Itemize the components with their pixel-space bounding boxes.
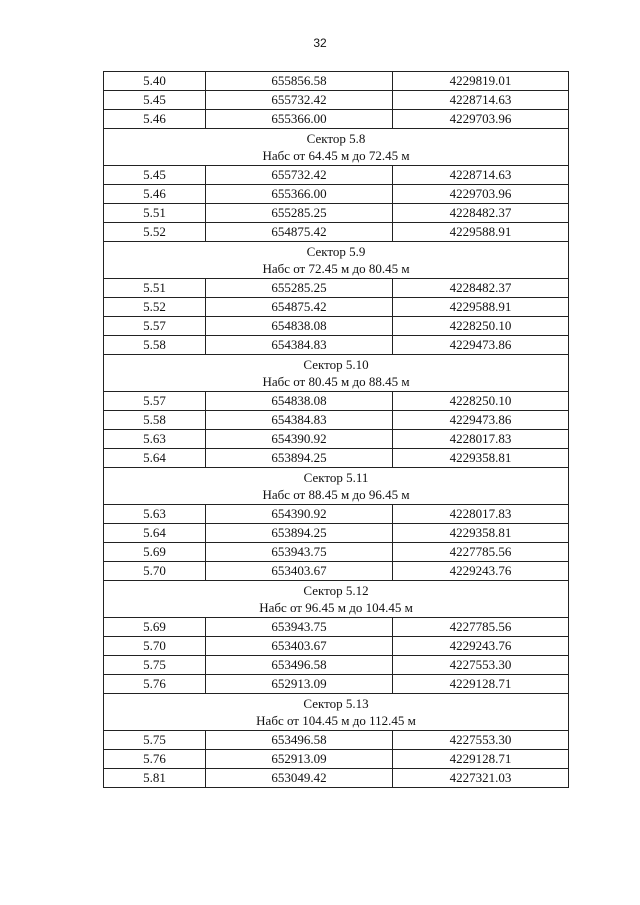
y-coordinate-cell: 4228250.10 — [393, 392, 569, 411]
table-row — [104, 430, 569, 449]
coordinates-table-body — [104, 72, 569, 788]
table-row — [104, 411, 569, 430]
y-coordinate-cell: 4229358.81 — [393, 449, 569, 468]
x-coordinate-cell: 654875.42 — [206, 298, 393, 317]
table-row — [104, 392, 569, 411]
table-row — [104, 731, 569, 750]
y-coordinate-cell: 4227553.30 — [393, 656, 569, 675]
sector-header-row — [104, 242, 569, 279]
x-coordinate-cell: 652913.09 — [206, 750, 393, 769]
point-number-cell: 5.52 — [104, 223, 206, 242]
y-coordinate-cell: 4229588.91 — [393, 223, 569, 242]
sector-header-cell — [104, 581, 569, 618]
sector-header-row — [104, 694, 569, 731]
x-coordinate-cell: 655285.25 — [206, 204, 393, 223]
point-number-cell: 5.76 — [104, 750, 206, 769]
point-number-cell: 5.40 — [104, 72, 206, 91]
table-row — [104, 317, 569, 336]
point-number-cell: 5.69 — [104, 543, 206, 562]
x-coordinate-cell: 654875.42 — [206, 223, 393, 242]
point-number-cell: 5.57 — [104, 392, 206, 411]
x-coordinate-cell: 654384.83 — [206, 411, 393, 430]
sector-header-row — [104, 129, 569, 166]
table-row — [104, 110, 569, 129]
page-number: 32 — [313, 36, 327, 50]
x-coordinate-cell: 653403.67 — [206, 637, 393, 656]
y-coordinate-cell: 4228482.37 — [393, 279, 569, 298]
point-number-cell: 5.70 — [104, 637, 206, 656]
x-coordinate-cell: 655366.00 — [206, 185, 393, 204]
table-row — [104, 675, 569, 694]
y-coordinate-cell: 4228714.63 — [393, 91, 569, 110]
x-coordinate-cell: 655285.25 — [206, 279, 393, 298]
sector-height-range: Набс от 72.45 м до 80.45 м — [262, 261, 410, 276]
sector-height-range: Набс от 88.45 м до 96.45 м — [262, 487, 410, 502]
x-coordinate-cell: 653943.75 — [206, 618, 393, 637]
sector-title: Сектор 5.10 — [303, 357, 369, 372]
table-row — [104, 656, 569, 675]
sector-header-row — [104, 468, 569, 505]
x-coordinate-cell: 653496.58 — [206, 656, 393, 675]
point-number-cell: 5.64 — [104, 524, 206, 543]
sector-title: Сектор 5.13 — [303, 696, 369, 711]
y-coordinate-cell: 4229819.01 — [393, 72, 569, 91]
sector-title: Сектор 5.11 — [303, 470, 369, 485]
point-number-cell: 5.45 — [104, 91, 206, 110]
y-coordinate-cell: 4227785.56 — [393, 618, 569, 637]
y-coordinate-cell: 4229473.86 — [393, 336, 569, 355]
y-coordinate-cell: 4228017.83 — [393, 505, 569, 524]
point-number-cell: 5.52 — [104, 298, 206, 317]
point-number-cell: 5.58 — [104, 411, 206, 430]
table-row — [104, 524, 569, 543]
y-coordinate-cell: 4229243.76 — [393, 637, 569, 656]
y-coordinate-cell: 4227785.56 — [393, 543, 569, 562]
x-coordinate-cell: 655732.42 — [206, 166, 393, 185]
table-row — [104, 91, 569, 110]
sector-header-cell — [104, 355, 569, 392]
sector-height-range: Набс от 104.45 м до 112.45 м — [256, 713, 416, 728]
x-coordinate-cell: 653894.25 — [206, 524, 393, 543]
table-row — [104, 204, 569, 223]
table-row — [104, 769, 569, 788]
y-coordinate-cell: 4228714.63 — [393, 166, 569, 185]
table-row — [104, 750, 569, 769]
point-number-cell: 5.51 — [104, 279, 206, 298]
y-coordinate-cell: 4229358.81 — [393, 524, 569, 543]
sector-header-row — [104, 355, 569, 392]
y-coordinate-cell: 4228250.10 — [393, 317, 569, 336]
table-row — [104, 336, 569, 355]
x-coordinate-cell: 653496.58 — [206, 731, 393, 750]
point-number-cell: 5.46 — [104, 185, 206, 204]
point-number-cell: 5.45 — [104, 166, 206, 185]
table-row — [104, 166, 569, 185]
sector-title: Сектор 5.8 — [306, 131, 366, 146]
point-number-cell: 5.76 — [104, 675, 206, 694]
x-coordinate-cell: 655366.00 — [206, 110, 393, 129]
point-number-cell: 5.63 — [104, 505, 206, 524]
sector-header-cell — [104, 468, 569, 505]
point-number-cell: 5.63 — [104, 430, 206, 449]
x-coordinate-cell: 654390.92 — [206, 430, 393, 449]
x-coordinate-cell: 654838.08 — [206, 392, 393, 411]
point-number-cell: 5.81 — [104, 769, 206, 788]
table-row — [104, 72, 569, 91]
sector-title: Сектор 5.12 — [303, 583, 369, 598]
point-number-cell: 5.75 — [104, 731, 206, 750]
y-coordinate-cell: 4229703.96 — [393, 110, 569, 129]
x-coordinate-cell: 654838.08 — [206, 317, 393, 336]
x-coordinate-cell: 655856.58 — [206, 72, 393, 91]
sector-header-cell — [104, 242, 569, 279]
x-coordinate-cell: 652913.09 — [206, 675, 393, 694]
y-coordinate-cell: 4227321.03 — [393, 769, 569, 788]
x-coordinate-cell: 653049.42 — [206, 769, 393, 788]
point-number-cell: 5.51 — [104, 204, 206, 223]
table-row — [104, 637, 569, 656]
point-number-cell: 5.58 — [104, 336, 206, 355]
y-coordinate-cell: 4228017.83 — [393, 430, 569, 449]
y-coordinate-cell: 4229473.86 — [393, 411, 569, 430]
x-coordinate-cell: 654384.83 — [206, 336, 393, 355]
table-row — [104, 543, 569, 562]
x-coordinate-cell: 654390.92 — [206, 505, 393, 524]
coordinates-table — [103, 71, 569, 788]
y-coordinate-cell: 4229128.71 — [393, 750, 569, 769]
table-row — [104, 449, 569, 468]
table-row — [104, 298, 569, 317]
sector-header-cell — [104, 694, 569, 731]
y-coordinate-cell: 4229588.91 — [393, 298, 569, 317]
y-coordinate-cell: 4229703.96 — [393, 185, 569, 204]
point-number-cell: 5.64 — [104, 449, 206, 468]
table-row — [104, 223, 569, 242]
x-coordinate-cell: 655732.42 — [206, 91, 393, 110]
point-number-cell: 5.69 — [104, 618, 206, 637]
point-number-cell: 5.46 — [104, 110, 206, 129]
sector-title: Сектор 5.9 — [306, 244, 366, 259]
point-number-cell: 5.75 — [104, 656, 206, 675]
table-row — [104, 185, 569, 204]
y-coordinate-cell: 4228482.37 — [393, 204, 569, 223]
sector-header-cell — [104, 129, 569, 166]
sector-height-range: Набс от 80.45 м до 88.45 м — [262, 374, 410, 389]
table-row — [104, 505, 569, 524]
table-row — [104, 562, 569, 581]
y-coordinate-cell: 4227553.30 — [393, 731, 569, 750]
x-coordinate-cell: 653894.25 — [206, 449, 393, 468]
point-number-cell: 5.57 — [104, 317, 206, 336]
x-coordinate-cell: 653403.67 — [206, 562, 393, 581]
y-coordinate-cell: 4229128.71 — [393, 675, 569, 694]
sector-header-row — [104, 581, 569, 618]
sector-height-range: Набс от 64.45 м до 72.45 м — [262, 148, 410, 163]
sector-height-range: Набс от 96.45 м до 104.45 м — [259, 600, 413, 615]
table-row — [104, 279, 569, 298]
table-row — [104, 618, 569, 637]
x-coordinate-cell: 653943.75 — [206, 543, 393, 562]
point-number-cell: 5.70 — [104, 562, 206, 581]
y-coordinate-cell: 4229243.76 — [393, 562, 569, 581]
